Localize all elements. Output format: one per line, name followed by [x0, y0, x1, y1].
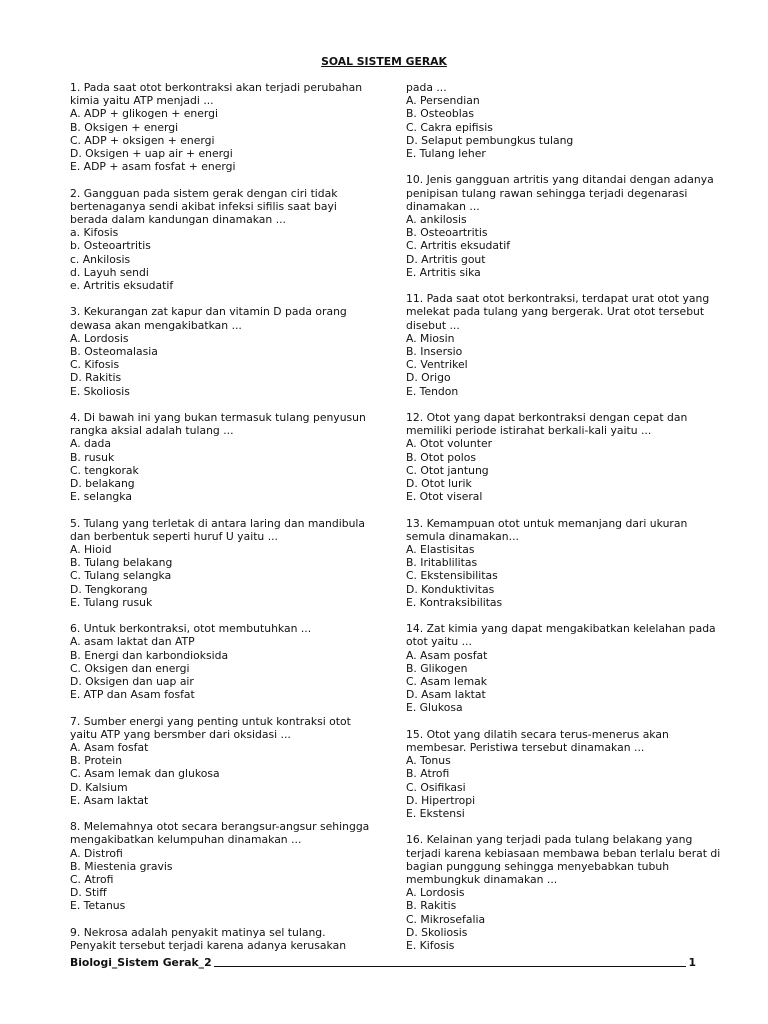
answer-option: A. asam laktat dan ATP	[70, 635, 195, 649]
answer-option: E. Tetanus	[70, 899, 126, 913]
answer-option: B. rusuk	[70, 450, 115, 464]
question-block	[70, 517, 370, 609]
answer-option: C. Tulang selangka	[70, 569, 172, 583]
answer-option: D. Stiff	[70, 886, 107, 900]
question-text: pada ...	[406, 81, 447, 94]
answer-options	[70, 635, 370, 701]
right-column	[406, 81, 726, 965]
answer-option: E. Tulang leher	[406, 147, 486, 161]
question-text: 4. Di bawah ini yang bukan termasuk tulang penyusun rangka aksial adalah tulang ...	[70, 411, 366, 438]
question-block	[406, 292, 726, 398]
answer-options	[70, 437, 370, 503]
answer-option: A. Hioid	[70, 543, 112, 557]
answer-options	[406, 649, 726, 715]
answer-option: A. Asam fosfat	[70, 741, 149, 755]
answer-option: C. Ekstensibilitas	[406, 569, 498, 583]
answer-option: D. Oksigen dan uap air	[70, 675, 194, 689]
page-footer	[70, 956, 696, 969]
answer-option: E. Ekstensi	[406, 807, 465, 821]
answer-option: E. Kifosis	[406, 939, 455, 953]
question-block	[70, 305, 370, 397]
answer-option: b. Osteoartritis	[70, 239, 151, 253]
footer-label: Biologi_Sistem Gerak_2	[70, 956, 212, 969]
answer-option: E. Tendon	[406, 384, 459, 398]
question-block	[406, 411, 726, 503]
question-text: 3. Kekurangan zat kapur dan vitamin D pada orang dewasa akan mengakibatkan ...	[70, 305, 347, 332]
answer-option: C. tengkorak	[70, 463, 139, 477]
answer-option: B. Osteoblas	[406, 107, 474, 121]
answer-option: E. ATP dan Asam fosfat	[70, 688, 195, 702]
question-block	[70, 411, 370, 503]
answer-option: D. Oksigen + uap air + energi	[70, 147, 233, 161]
answer-option: E. selangka	[70, 490, 132, 504]
answer-option: D. Kalsium	[70, 780, 128, 794]
answer-option: B. Glikogen	[406, 661, 468, 675]
answer-option: A. dada	[70, 437, 111, 451]
answer-option: D. Asam laktat	[406, 688, 486, 702]
answer-option: C. Kifosis	[70, 358, 120, 372]
answer-options	[406, 437, 726, 503]
answer-options	[406, 886, 726, 952]
answer-option: A. Distrofi	[70, 846, 123, 860]
question-block	[70, 187, 370, 293]
answer-option: A. Elastisitas	[406, 543, 475, 557]
answer-option: E. Kontraksibilitas	[406, 595, 503, 609]
question-block	[70, 81, 370, 173]
answer-option: B. Rakitis	[406, 899, 457, 913]
question-text: 12. Otot yang dapat berkontraksi dengan cepat dan memiliki periode istirahat berkali-kali yaitu ...	[406, 411, 688, 438]
answer-option: B. Tulang belakang	[70, 556, 173, 570]
answer-option: A. Lordosis	[406, 886, 465, 900]
question-text: 5. Tulang yang terletak di antara laring dan mandibula dan berbentuk seperti huruf U yaitu ...	[70, 516, 366, 543]
answer-option: D. Origo	[406, 371, 451, 385]
answer-options	[70, 543, 370, 609]
answer-options	[70, 107, 370, 173]
answer-option: C. Oksigen dan energi	[70, 661, 190, 675]
answer-option: B. Miestenia gravis	[70, 859, 173, 873]
question-text: 9. Nekrosa adalah penyakit matinya sel tulang. Penyakit tersebut terjadi karena adanya kerusakan	[70, 925, 347, 953]
answer-option: D. Rakitis	[70, 371, 122, 385]
answer-option: A. ankilosis	[406, 213, 467, 227]
answer-option: A. Otot volunter	[406, 437, 493, 451]
answer-option: A. Persendian	[406, 94, 480, 108]
answer-option: E. Artritis sika	[406, 265, 481, 279]
answer-option: D. Otot lurik	[406, 477, 472, 491]
answer-option: B. Protein	[70, 754, 123, 768]
answer-option: C. Cakra epifisis	[406, 120, 493, 134]
answer-option: E. ADP + asam fosfat + energi	[70, 160, 236, 174]
question-block	[70, 926, 370, 952]
answer-options	[70, 741, 370, 807]
answer-option: B. Otot polos	[406, 450, 476, 464]
answer-options	[406, 213, 726, 279]
page-title: SOAL SISTEM GERAK	[321, 55, 447, 68]
answer-option: B. Osteomalasia	[70, 345, 158, 359]
answer-option: A. Lordosis	[70, 331, 129, 345]
question-text: 10. Jenis gangguan artritis yang ditandai dengan adanya penipisan tulang rawan sehingga terjadi degenarasi dinamakan ...	[406, 173, 714, 213]
answer-option: A. Miosin	[406, 331, 455, 345]
answer-option: D. Hipertropi	[406, 793, 476, 807]
answer-options	[406, 543, 726, 609]
question-text: 1. Pada saat otot berkontraksi akan terjadi perubahan kimia yaitu ATP menjadi ...	[70, 81, 363, 108]
question-text: 15. Otot yang dilatih secara terus-menerus akan membesar. Peristiwa tersebut dinamakan ...	[406, 727, 669, 755]
answer-option: A. Tonus	[406, 754, 451, 768]
answer-option: A. ADP + glikogen + energi	[70, 107, 218, 121]
answer-option: E. Tulang rusuk	[70, 595, 153, 609]
answer-option: a. Kifosis	[70, 226, 119, 240]
answer-option: e. Artritis eksudatif	[70, 279, 174, 293]
footer-rule	[214, 966, 687, 967]
question-text: 14. Zat kimia yang dapat mengakibatkan kelelahan pada otot yaitu ...	[406, 622, 716, 649]
answer-option: E. Skoliosis	[70, 384, 130, 398]
answer-options	[70, 332, 370, 398]
answer-option: B. Oksigen + energi	[70, 120, 179, 134]
answer-option: C. Asam lemak	[406, 675, 488, 689]
answer-option: C. Artritis eksudatif	[406, 239, 511, 253]
answer-options	[70, 847, 370, 913]
question-text: 2. Gangguan pada sistem gerak dengan ciri tidak bertenaganya sendi akibat infeksi sifilis saat bayi berada dalam kandungan dinamakan ...	[70, 186, 338, 227]
left-column	[70, 81, 370, 965]
question-block	[406, 728, 726, 820]
answer-option: E. Asam laktat	[70, 793, 149, 807]
question-text: 7. Sumber energi yang penting untuk kontraksi otot yaitu ATP yang bersmber dari oksidasi ...	[70, 714, 351, 741]
question-block	[406, 173, 726, 279]
answer-option: d. Layuh sendi	[70, 265, 149, 279]
answer-options	[406, 332, 726, 398]
answer-options	[406, 754, 726, 820]
answer-options	[406, 94, 726, 160]
answer-option: D. Tengkorang	[70, 582, 148, 596]
question-block	[406, 833, 726, 952]
answer-option: B. Osteoartritis	[406, 226, 488, 240]
question-text: 11. Pada saat otot berkontraksi, terdapat urat otot yang melekat pada tulang yang bergerak. Urat otot tersebut disebut ...	[406, 292, 710, 332]
answer-option: D. Skoliosis	[406, 925, 468, 939]
answer-option: D. Selaput pembungkus tulang	[406, 133, 574, 147]
answer-option: D. belakang	[70, 477, 135, 491]
question-block	[406, 622, 726, 714]
answer-option: C. Ventrikel	[406, 358, 468, 372]
answer-option: C. ADP + oksigen + energi	[70, 133, 215, 147]
question-block	[406, 81, 726, 160]
question-block	[406, 517, 726, 609]
answer-options	[70, 226, 370, 292]
answer-option: C. Atrofi	[70, 873, 114, 887]
question-text: 16. Kelainan yang terjadi pada tulang belakang yang terjadi karena kebiasaan membawa beban terlalu berat di bagian punggung sehingga menyebabkan tubuh membungkuk dinamakan ...	[406, 833, 721, 887]
answer-option: C. Osifikasi	[406, 780, 466, 794]
question-block	[70, 820, 370, 912]
answer-option: E. Glukosa	[406, 701, 463, 715]
answer-option: B. Iritablilitas	[406, 556, 478, 570]
page-number: 1	[688, 956, 696, 969]
question-block	[70, 715, 370, 807]
answer-option: E. Otot viseral	[406, 490, 483, 504]
answer-option: D. Konduktivitas	[406, 582, 495, 596]
question-text: 13. Kemampuan otot untuk memanjang dari ukuran semula dinamakan...	[406, 516, 688, 543]
answer-option: D. Artritis gout	[406, 252, 486, 266]
answer-option: B. Atrofi	[406, 767, 450, 781]
question-text: 6. Untuk berkontraksi, otot membutuhkan ...	[70, 622, 312, 636]
answer-option: B. Energi dan karbondioksida	[70, 648, 229, 662]
question-block	[70, 622, 370, 701]
answer-option: B. Insersio	[406, 345, 463, 359]
answer-option: A. Asam posfat	[406, 648, 488, 662]
answer-option: c. Ankilosis	[70, 252, 131, 266]
question-text: 8. Melemahnya otot secara berangsur-angsur sehingga mengakibatkan kelumpuhan dinamakan ...	[70, 820, 370, 847]
answer-option: C. Mikrosefalia	[406, 912, 486, 926]
answer-option: C. Asam lemak dan glukosa	[70, 767, 220, 781]
answer-option: C. Otot jantung	[406, 463, 489, 477]
